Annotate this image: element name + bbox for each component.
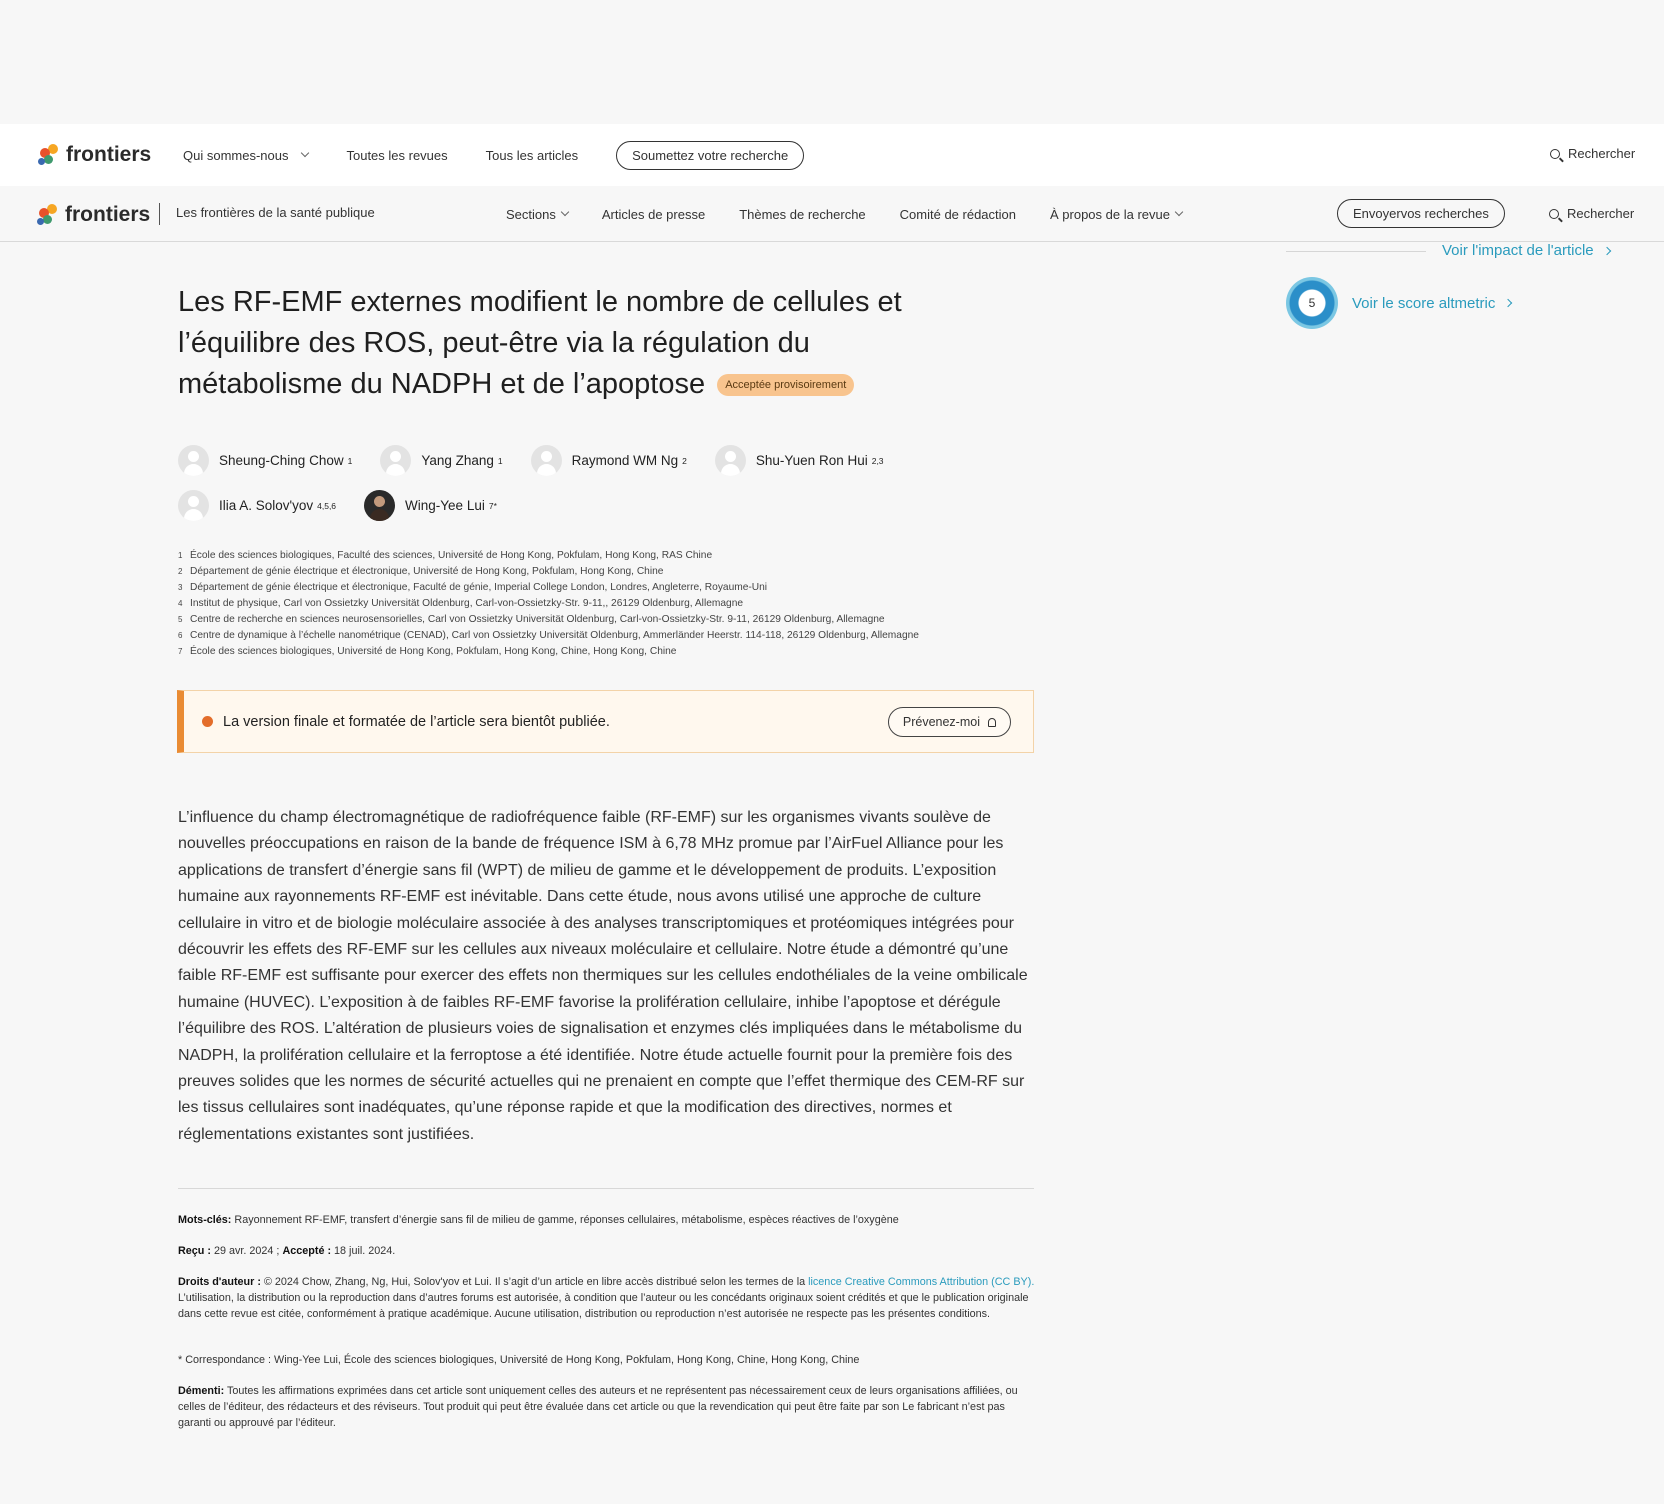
altmetric-label: Voir le score altmetric [1352,294,1496,312]
search-icon [1550,149,1560,159]
publication-notice [177,690,1034,753]
header-divider [159,203,160,225]
copyright-text-post: L’utilisation, la distribution ou la reproduction dans d’autres forums est autorisée, à condition que l’auteur ou les concédants originaux soient crédités et que le publication originale dans cette revue est citée, conformément à pratique académique. Aucune utilisation, distribution ou reproduction n’est autorisée ne respecte pas les présentes conditions. [178,1292,1029,1320]
author-zhang[interactable] [380,445,502,476]
author-affiliation-ref: 2 [682,455,687,466]
disclaimer [178,1383,1038,1431]
brand-name: frontiers [66,143,152,166]
avatar [715,445,746,476]
frontiers-logo-journal[interactable] [37,203,150,227]
author-name: Shu-Yuen Ron Hui [755,453,868,468]
global-header [0,124,1664,186]
affiliation-text: Centre de dynamique à l’échelle nanométrique (CENAD), Carl von Ossietzky Universität Oldenburg, Ammerländer Heerstr. 114-118, 26129 Oldenburg, Allemagne [190,630,919,641]
nav-about-journal[interactable] [1050,207,1182,222]
affiliation-text: École des sciences biologiques, Université de Hong Kong, Pokfulam, Hong Kong, Chine, Hong Kong, Chine [190,646,677,657]
article-title-text: Les RF-EMF externes modifient le nombre de cellules et l’équilibre des ROS, peut-être via la régulation du métabolisme du NADPH et de l’apoptose [178,286,902,400]
copyright-label: Droits d'auteur : [178,1276,261,1288]
affiliation-number: 5 [178,615,183,624]
affiliation-item [178,548,919,564]
frontiers-logo-icon [37,204,59,226]
journal-search-button[interactable] [1549,206,1634,221]
nav-about-label: Qui sommes-nous [183,147,289,163]
nav-all-articles[interactable]: Tous les articles [485,147,579,163]
view-impact-link[interactable] [1442,242,1610,259]
altmetric-score: 5 [1299,290,1325,316]
nav-all-journals[interactable]: Toutes les revues [346,147,448,163]
avatar [531,445,562,476]
disclaimer-label: Démenti: [178,1385,225,1397]
frontiers-logo[interactable] [38,143,151,167]
notify-me-label: Prévenez-moi [902,715,980,729]
chevron-right-icon [1602,246,1610,254]
author-solovyov[interactable] [178,490,336,521]
chevron-down-icon [1175,208,1183,216]
avatar-photo [364,490,395,521]
search-label: Rechercher [1567,206,1635,221]
author-name: Yang Zhang [421,453,494,468]
correspondence: * Correspondance : Wing-Yee Lui, École des sciences biologiques, Université de Hong Kong, Pokfulam, Hong Kong, Chine, Hong Kong, Chine [178,1354,860,1366]
view-impact-label: Voir l'impact de l'article [1442,242,1594,259]
affiliation-text: Institut de physique, Carl von Ossietzky Universität Oldenburg, Carl-von-Ossietzky-Str. 9-11,, 26129 Oldenburg, Allemagne [190,598,744,609]
frontiers-logo-icon [38,144,60,166]
author-name: Ilia A. Solov'yov [219,498,314,513]
copyright [178,1274,1038,1322]
author-list [178,445,1038,535]
affiliation-number: 7 [178,647,183,656]
affiliation-number: 4 [178,599,183,608]
section-divider [178,1188,1034,1189]
alert-dot-icon [202,716,213,727]
author-affiliation-ref: 2,3 [871,455,884,466]
keywords-text: Rayonnement RF-EMF, transfert d’énergie sans fil de milieu de gamme, réponses cellulaires, métabolisme, espèces réactives de l’oxygène [234,1214,899,1226]
altmetric-widget [1286,277,1511,329]
nav-about-journal-label: À propos de la revue [1050,206,1170,222]
author-name: Raymond WM Ng [571,453,679,468]
altmetric-donut[interactable] [1286,277,1338,329]
accepted-date: 18 juil. 2024. [334,1245,396,1257]
journal-nav [506,186,1216,242]
author-name: Sheung-Ching Chow [219,453,344,468]
cc-license-link[interactable]: licence Creative Commons Attribution (CC BY). [808,1276,1035,1288]
author-affiliation-ref: 4,5,6 [317,500,337,511]
dates [178,1243,1038,1259]
sidebar-divider [1286,251,1426,252]
author-hui[interactable] [715,445,884,476]
global-nav [183,124,804,186]
author-chow[interactable] [178,445,352,476]
author-affiliation-ref: 1 [347,455,353,466]
avatar [178,490,209,521]
affiliation-text: Département de génie électrique et électronique, Université de Hong Kong, Pokfulam, Hong Kong, Chine [190,566,664,577]
send-research-button[interactable]: Envoyervos recherches [1337,199,1505,228]
notify-me-button[interactable] [888,707,1011,737]
brand-name: frontiers [65,203,151,226]
journal-header [0,186,1664,242]
nav-editorial-board[interactable]: Comité de rédaction [899,206,1016,222]
author-lui[interactable] [364,490,497,521]
search-icon [1549,209,1559,219]
nav-research-topics[interactable]: Thèmes de recherche [739,206,866,222]
nav-sections[interactable] [506,207,568,222]
keywords-label: Mots-clés: [178,1214,232,1226]
author-affiliation-ref: 1 [497,455,503,466]
global-search-button[interactable] [1550,146,1635,161]
author-row-1 [178,445,1038,476]
affiliation-number: 1 [178,551,183,560]
affiliation-item [178,628,919,644]
bell-icon [988,718,996,727]
chevron-down-icon [561,208,569,216]
author-name: Wing-Yee Lui [405,498,485,513]
affiliation-item [178,596,919,612]
copyright-text-pre: © 2024 Chow, Zhang, Ng, Hui, Solov'yov et Lui. Il s’agit d’un article en libre accès distribué selon les termes de la [263,1276,806,1288]
notice-text: La version finale et formatée de l’article sera bientôt publiée. [223,713,610,730]
accepted-label: Accepté : [282,1245,332,1257]
affiliation-text: Département de génie électrique et électronique, Faculté de génie, Imperial College London, Londres, Angleterre, Royaume-Uni [190,582,768,593]
altmetric-link[interactable] [1352,295,1511,312]
submit-research-button[interactable]: Soumettez votre recherche [616,141,804,170]
article-title [178,282,978,405]
keywords [178,1212,1038,1228]
author-ng[interactable] [531,445,687,476]
chevron-down-icon [301,149,309,157]
affiliation-number: 3 [178,583,183,592]
avatar [380,445,411,476]
affiliation-item [178,644,919,660]
avatar [178,445,209,476]
chevron-right-icon [1504,299,1512,307]
abstract-text: L’influence du champ électromagnétique de radiofréquence faible (RF-EMF) sur les organismes vivants soulève de nouvelles préoccupations en raison de la bande de fréquence ISM à 6,78 MHz promue par l’AirFuel Alliance pour les applications de transfert d’énergie sans fil (WPT) de milieu de gamme et le développement de produits. L’exposition humaine aux rayonnements RF-EMF est inévitable. Dans cette étude, nous avons utilisé une approche de culture cellulaire in vitro et de biologie moléculaire associée à des analyses transcriptomiques et protéomiques intégrées pour découvrir les effets des RF-EMF sur les cellules aux niveaux moléculaire et cellulaire. Notre étude a démontré qu’une faible RF-EMF est suffisante pour exercer des effets non thermiques sur les cellules endothéliales de la veine ombilicale humaine (HUVEC). L’exposition à de faibles RF-EMF favorise la prolifération cellulaire, inhibe l’apoptose et dérégule l’équilibre des ROS. L’altération de plusieurs voies de signalisation et enzymes clés impliquées dans le métabolisme du NADPH, la prolifération cellulaire et la ferroptose a été identifiée. Notre étude actuelle fournit pour la première fois des preuves solides que les normes de sécurité actuelles qui ne prenaient en compte que l’effet thermique des CEM-RF sur les tissus cellulaires sont inadéquates, qu’une réponse rapide et que la modification des directives, normes et réglementations existantes sont justifiées. [178,809,1028,1143]
author-row-2 [178,490,1038,521]
affiliation-text: Centre de recherche en sciences neurosensorielles, Carl von Ossietzky Universität Oldenburg, Carl-von-Ossietzky-Str. 9-11, 26129 Oldenburg, Allemagne [190,614,885,625]
nav-sections-label: Sections [506,206,556,222]
received-date: 29 avr. 2024 ; [214,1245,280,1257]
affiliation-item [178,564,919,580]
affiliation-list [178,548,919,660]
affiliation-number: 2 [178,567,183,576]
author-affiliation-ref: 7* [488,500,497,511]
affiliation-item [178,612,919,628]
received-label: Reçu : [178,1245,211,1257]
search-label: Rechercher [1568,146,1636,161]
status-badge: Acceptée provisoirement [717,374,854,396]
disclaimer-text: Toutes les affirmations exprimées dans cet article sont uniquement celles des auteurs et ne représentent pas nécessairement ceux de leurs organisations affiliées, ou celles de l’éditeur, des rédacteurs et des réviseurs. Tout produit qui peut être évaluée dans cet article ou que la revendication qui peut être faite par son Le fabricant n’est pas garanti ou approuvé par l’éditeur. [178,1385,1018,1429]
journal-name[interactable]: Les frontières de la santé publique [176,205,375,220]
nav-about[interactable] [183,148,308,163]
affiliation-text: École des sciences biologiques, Faculté des sciences, Université de Hong Kong, Pokfulam, Hong Kong, RAS Chine [190,550,713,561]
affiliation-item [178,580,919,596]
affiliation-number: 6 [178,631,183,640]
nav-press-articles[interactable]: Articles de presse [601,206,706,222]
